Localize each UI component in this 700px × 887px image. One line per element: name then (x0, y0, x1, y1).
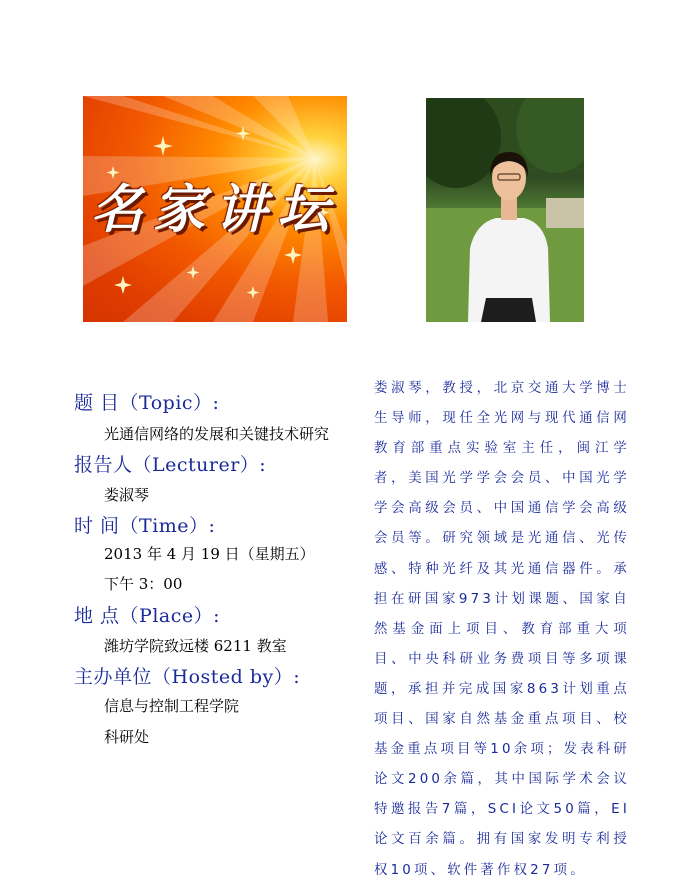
host-label: 主办单位（Hosted by）: (74, 666, 301, 688)
lecturer-label: 报告人（Lecturer）: (74, 454, 267, 476)
topic-label: 题 目（Topic）: (74, 392, 220, 414)
place-label: 地 点（Place）: (74, 605, 221, 627)
lecturer-value: 娄淑琴 (104, 486, 150, 504)
time-clock: 下午 3：00 (104, 575, 183, 593)
host-value-2: 科研处 (104, 728, 150, 746)
host-value-1: 信息与控制工程学院 (104, 697, 240, 715)
place-value: 潍坊学院致远楼 6211 教室 (104, 637, 287, 655)
time-date: 2013 年 4 月 19 日（星期五） (104, 545, 315, 563)
lecturer-photo (426, 98, 584, 322)
lecture-series-banner (83, 96, 347, 322)
topic-value: 光通信网络的发展和关键技术研究 (104, 425, 330, 443)
banner-title: 名家讲坛 (90, 179, 339, 240)
lecturer-portrait-icon (426, 98, 584, 322)
time-label: 时 间（Time）: (74, 515, 216, 537)
lecturer-biography: 娄淑琴，教授，北京交通大学博士生导师，现任全光网与现代通信网教育部重点实验室主任，闽江学者，美国光学学会会员、中国光学学会高级会员、中国通信学会高级会员等。研究领域是光通信、光传感、特种光纤及其光通信器件。承担在研国家973计划课题、国家自然基金面上项目、教育部重大项目、中央科研业务费项目等多项课题，承担并完成国家863计划重点项目、国家自然基金重点项目、校基金重点项目等10余项；发表科研论文200余篇，其中国际学术会议特邀报告7篇，SCI论文50篇，EI论文百余篇。拥有国家发明专利授权10项、软件著作权27项。 (374, 381, 630, 878)
